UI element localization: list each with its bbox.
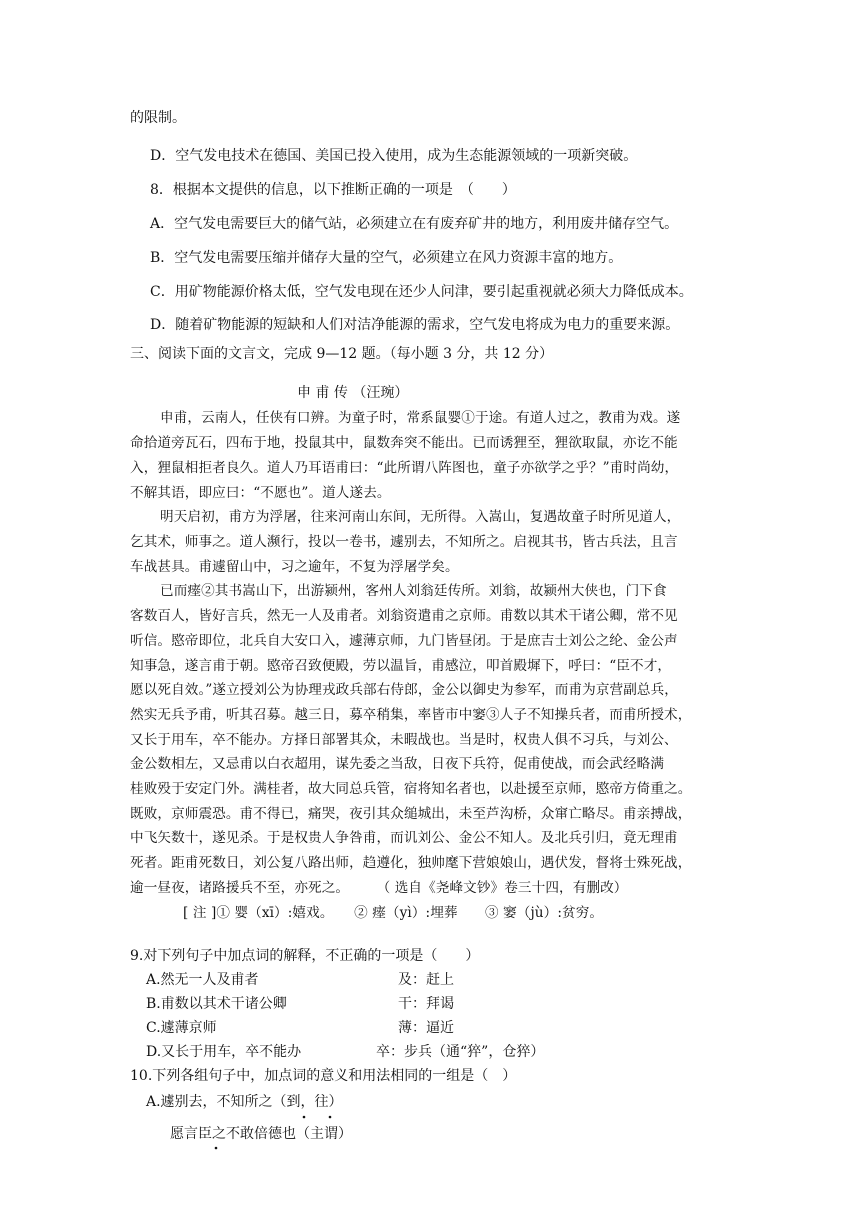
passage-line: 听信。愍帝即位，北兵自大安口入，遽薄京师，九门皆昼闭。于是庶吉士刘公之纶、金公声: [130, 633, 678, 649]
q9-option-b-gloss: 干：拜谒: [398, 996, 454, 1012]
passage-line: 客数百人，皆好言兵，然无一人及甫者。刘翁资遣甫之京师。甫数以其术干诸公卿，常不见: [130, 608, 678, 624]
passage-title: 申 甫 传 （汪琬）: [297, 385, 409, 401]
passage-line: 逾一昼夜，诸路援兵不至，亦死之。 （ 选自《尧峰文钞》卷三十四，有删改）: [130, 880, 628, 896]
option-d: D．随着矿物能源的短缺和人们对洁净能源的需求，空气发电将成为电力的重要来源。: [150, 317, 680, 333]
q9-option-c-sentence: C.遽薄京师: [146, 1020, 217, 1036]
q9-option-b-sentence: B.甫数以其术干诸公卿: [146, 996, 287, 1012]
passage-line: 然实无兵予甫，听其召募。越三日，募卒稍集，率皆市中窭③人子不知操兵者，而甫所授术，: [130, 707, 692, 723]
passage-line: 知事急，遂言甫于朝。愍帝召致便殿，劳以温旨，甫感泣，叩首殿墀下，呼曰：“臣不才，: [130, 658, 672, 674]
q10-option-a-line2: 愿言臣之不敢倍德也（主谓）: [170, 1126, 352, 1142]
question-9-stem: 9.对下列句子中加点词的解释，不正确的一项是（ ）: [130, 948, 480, 964]
passage-line: 既败，京师震恐。甫不得已，痛哭，夜引其众缒城出，未至芦沟桥，众窜亡略尽。甫亲搏战，: [130, 806, 692, 822]
passage-line: 申甫，云南人，任侠有口辨。为童子时，常系鼠婴①于途。有道人过之，教甫为戏。遂: [160, 410, 681, 426]
q10-option-a-line1: A.遽别去，不知所之（到，往）: [146, 1094, 343, 1110]
q9-option-a-gloss: 及：赶上: [398, 972, 454, 988]
passage-line: 又长于用车，卒不能办。方择日部署其众，未暇战也。当是时，权贵人俱不习兵，与刘公、: [130, 732, 678, 748]
passage-note: [ 注 ]① 婴（xī）:嬉戏。 ② 瘗（yì）:埋葬 ③ 窭（jù）:贫穷。: [183, 905, 604, 921]
q9-option-c-gloss: 薄：逼近: [398, 1020, 454, 1036]
passage-line: 中飞矢数十，遂见杀。于是权贵人争咎甫，而讥刘公、金公不知人。及北兵引归，竟无理甫: [130, 830, 678, 846]
emphasis-dot: [215, 1147, 218, 1150]
passage-line: 金公数相左，又忌甫以白衣超用，谋先委之当敌，日夜下兵符，促甫使战，而会武经略满: [130, 756, 665, 772]
passage-line: 不解其语，即应曰：“不愿也”。道人遂去。: [130, 485, 391, 501]
question-10-stem: 10.下列各组句子中，加点词的意义和用法相同的一组是（ ）: [130, 1068, 517, 1084]
option-d: D．空气发电技术在德国、美国已投入使用，成为生态能源领域的一项新突破。: [150, 148, 638, 164]
passage-line: 命拾道旁瓦石，四布于地，投鼠其中，鼠数奔突不能出。已而诱狸至，狸欲取鼠，亦讫不能: [130, 435, 678, 451]
passage-line: 愿以死自效。”遂立授刘公为协理戎政兵部右侍郎，金公以御史为参军，而甫为京营副总兵，: [130, 682, 678, 698]
q9-option-d-gloss: 卒：步兵（通“猝”，仓猝）: [376, 1044, 545, 1060]
q9-option-d-sentence: D.又长于用车，卒不能办: [146, 1044, 302, 1060]
option-a: A．空气发电需要巨大的储气站，必须建立在有废弃矿井的地方，利用废井储存空气。: [150, 216, 679, 232]
passage-line: 明天启初，甫方为浮屠，往来河南山东间，无所得。入嵩山，复遇故童子时所见道人，: [160, 509, 681, 525]
question-8-stem: 8．根据本文提供的信息，以下推断正确的一项是 （ ）: [150, 182, 516, 198]
passage-line: 入，狸鼠相拒者良久。道人乃耳语甫曰：“此所谓八阵图也，童子亦欲学之乎？”甫时尚幼，: [130, 460, 679, 476]
passage-line: 乞其术，师事之。道人濒行，投以一卷书，遽别去，不知所之。启视其书，皆古兵法，且言: [130, 534, 678, 550]
emphasis-dot: [303, 1116, 306, 1119]
passage-line: 死者。距甫死数日，刘公复八路出师，趋遵化，独帅麾下营娘娘山，遇伏发，督将士殊死战，: [130, 855, 692, 871]
q9-option-a-sentence: A.然无一人及甫者: [146, 972, 259, 988]
option-c: C．用矿物能源价格太低，空气发电现在还少人问津，要引起重视就必须大力降低成本。: [150, 284, 693, 300]
section-heading: 三、阅读下面的文言文，完成 9—12 题。（每小题 3 分，共 12 分）: [130, 346, 554, 362]
passage-line: 桂败殁于安定门外。满桂者，故大同总兵管，宿将知名者也，以赴援至京师，愍帝方倚重之。: [130, 781, 692, 797]
text-line: 的限制。: [130, 110, 186, 126]
passage-line: 车战甚具。甫遽留山中，习之逾年，不复为浮屠学矣。: [130, 559, 459, 575]
emphasis-dot: [329, 1116, 332, 1119]
option-b: B．空气发电需要压缩并储存大量的空气，必须建立在风力资源丰富的地方。: [150, 250, 623, 266]
passage-line: 已而瘗②其书嵩山下，出游颍州，客州人刘翁廷传所。刘翁，故颍州大侠也，门下食: [160, 583, 667, 599]
